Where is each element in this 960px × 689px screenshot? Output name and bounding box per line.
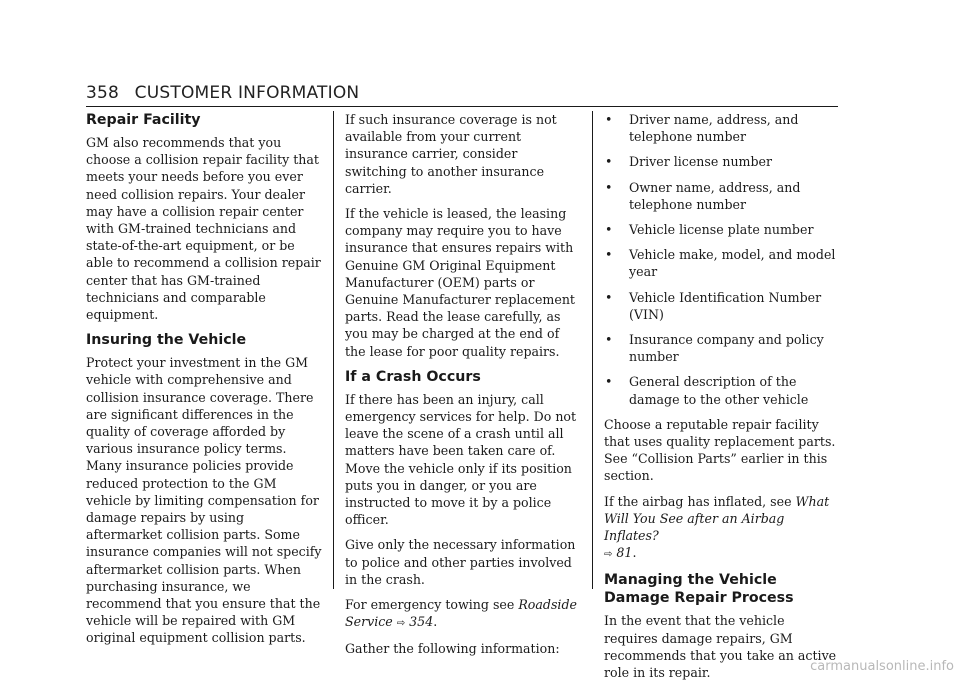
- page-number: 358: [86, 83, 120, 103]
- paragraph-insurance-carrier: If such insurance coverage is not available from your current insurance carrier, consider switching to another insurance carrier.: [345, 112, 557, 196]
- paragraph-give-information: Give only the necessary information to police and other parties involved in the crash.: [345, 537, 576, 587]
- list-item: • General description of the damage to the other vehicle: [605, 374, 809, 407]
- column-2: [345, 111, 583, 666]
- paragraph-gather: Gather the following information:: [345, 641, 560, 657]
- paragraph-leased-vehicle: If the vehicle is leased, the leasing company may require you to have insurance that ensures repairs with Genuine GM Original Equipment Manufacturer (OEM) parts or Genuine Manufacturer replacement parts. Read the lease carefully, as you may be charged at the end of the lease for poor quality repairs.: [345, 206, 575, 359]
- list-item: • Vehicle make, model, and model year: [605, 247, 836, 280]
- link-page-81[interactable]: 81: [616, 545, 633, 561]
- list-item: • Owner name, address, and telephone number: [605, 179, 801, 212]
- link-page-354[interactable]: 354: [409, 614, 434, 630]
- heading-repair-facility: Repair Facility: [86, 112, 201, 128]
- information-list: [604, 111, 840, 408]
- column-divider-2: [592, 111, 593, 589]
- column-divider-1: [333, 111, 334, 589]
- page-ref-arrow-icon: ⇨: [396, 618, 406, 630]
- bullet-icon: •: [605, 179, 613, 195]
- paragraph-injury: If there has been an injury, call emergency services for help. Do not leave the scene of a crash until all matters have been taken care of. Move the vehicle only if its position puts you in danger, or you are instructed to move it by a police officer.: [345, 391, 577, 528]
- bullet-icon: •: [605, 289, 613, 305]
- paragraph-choose-facility: Choose a reputable repair facility that uses quality replacement parts. See “Collision Parts” earlier in this section.: [604, 416, 836, 484]
- paragraph-insuring-vehicle: Protect your investment in the GM vehicle with comprehensive and collision insurance coverage. There are significant differences in the quality of coverage afforded by various insurance policy terms. Many insurance policies provide reduced protection to the GM vehicle by limiting compensation for damage repairs by using aftermarket collision parts. Some insurance companies will not specify aftermarket collision parts. When purchasing insurance, we recommend that you ensure that the vehicle will be repaired with GM original equipment collision parts.: [86, 355, 322, 646]
- header-rule: [86, 106, 838, 107]
- column-1: [86, 111, 324, 655]
- list-item: • Vehicle Identification Number (VIN): [605, 289, 822, 322]
- watermark: carmanualsonline.info: [810, 659, 954, 674]
- bullet-icon: •: [605, 112, 613, 127]
- paragraph-managing-damage: In the event that the vehicle requires damage repairs, GM recommends that you take an active role in its repair.: [604, 613, 837, 681]
- bullet-icon: •: [605, 222, 613, 238]
- heading-insuring-vehicle: Insuring the Vehicle: [86, 332, 247, 349]
- bullet-icon: •: [605, 332, 613, 348]
- link-roadside-service[interactable]: Roadside Service: [345, 597, 577, 630]
- page-ref-arrow-icon: ⇨: [604, 549, 613, 561]
- section-title: CUSTOMER INFORMATION: [134, 83, 360, 103]
- list-item: • Insurance company and policy number: [605, 332, 824, 365]
- link-airbag-inflates[interactable]: What Will You See after an Airbag Inflates?: [604, 493, 830, 544]
- list-item: • Driver license number: [605, 154, 773, 170]
- paragraph-towing: For emergency towing see Roadside Service ⇨ 354.: [345, 597, 577, 630]
- column-3: [604, 111, 840, 689]
- bullet-icon: •: [605, 374, 613, 390]
- bullet-icon: •: [605, 154, 613, 170]
- bullet-icon: •: [605, 247, 613, 263]
- paragraph-airbag: If the airbag has inflated, see What Will You See after an Airbag Inflates? ⇨ 81.: [604, 493, 830, 561]
- heading-managing-damage: Managing the Vehicle Damage Repair Process: [604, 572, 794, 607]
- page-header: [86, 83, 359, 103]
- list-item: • Vehicle license plate number: [605, 222, 814, 238]
- paragraph-repair-facility: GM also recommends that you choose a collision repair facility that meets your needs before you ever need collision repairs. Your dealer may have a collision repair center with GM-trained technicians and state-of-the-art equipment, or be able to recommend a collision repair center that has GM-trained technicians and comparable equipment.: [86, 135, 321, 323]
- list-item: • Driver name, address, and telephone number: [605, 112, 799, 145]
- heading-crash-occurs: If a Crash Occurs: [345, 368, 481, 385]
